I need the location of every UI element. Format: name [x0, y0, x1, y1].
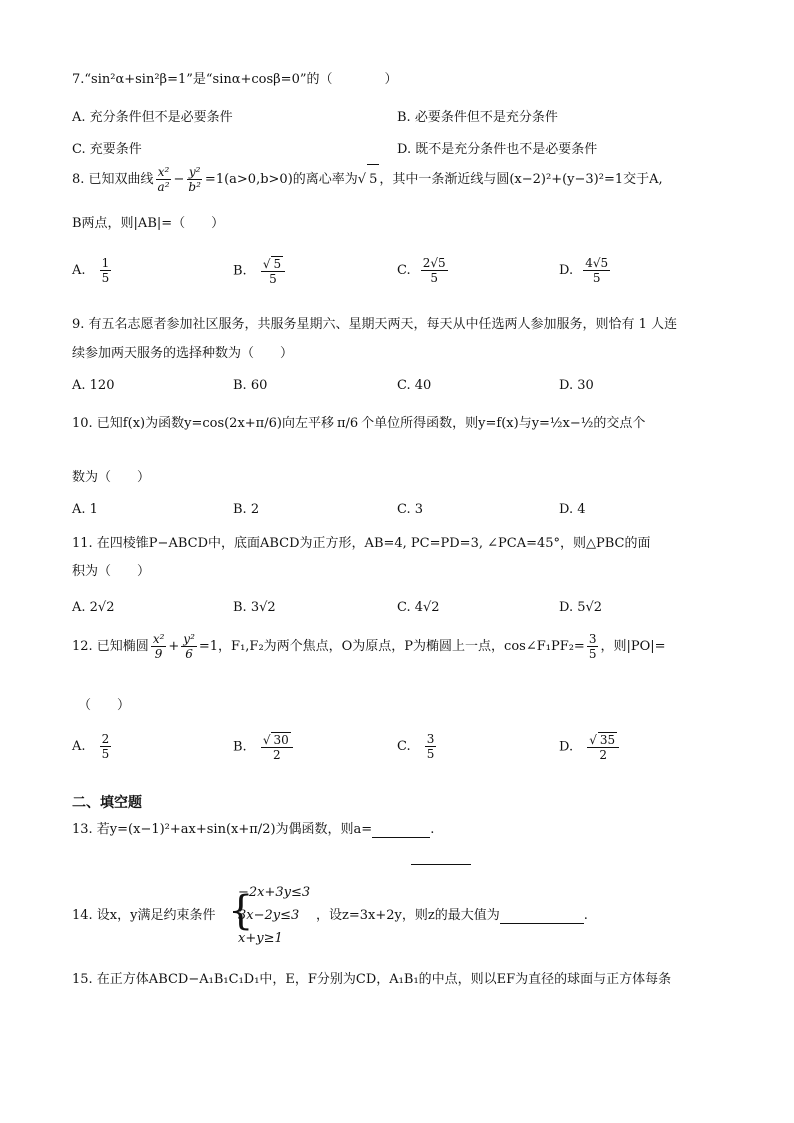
q7-option-b: B. 必要条件但不是充分条件 — [397, 110, 558, 125]
q14-answer-blank[interactable] — [500, 923, 584, 924]
q7-option-d: D. 既不是充分条件也不是必要条件 — [397, 142, 598, 157]
q13-underline — [411, 864, 471, 865]
q7-option-a: A. 充分条件但不是必要条件 — [72, 110, 233, 125]
q13-answer-blank[interactable] — [372, 837, 430, 838]
q10-option-c: C. 3 — [397, 502, 424, 517]
q13-sin-arg: (x+π/2) — [225, 822, 276, 837]
q10-line1: 10. 已知f(x)为函数y=cos(2x+π/6)向左平移 π/6 个单位所得函数，则y=f(x)与y=½x−½的交点个 — [72, 416, 646, 431]
q8-hyp-x: $\frac{\text{x²}}{\text{a²}}$ — [157, 165, 170, 194]
q8-stem-c: ，其中一条渐近线与圆(x−2)²+(y−3)²=1交于A, — [379, 172, 663, 187]
q9-option-d: D. 30 — [559, 378, 594, 393]
q8-stem-a: 8. 已知双曲线 — [72, 172, 154, 187]
q10-line2: 数为（ ） — [72, 470, 151, 485]
q8-option-a: A. $\frac{1}{5}$ — [72, 256, 110, 285]
q10-cos-arg: (2x+π/6) — [224, 416, 282, 431]
q12-line1: 12. 已知椭圆 $\frac{\text{x²}}{9}$ + $\frac{\text{y²}}{6}$ =1，F₁,F₂为两个焦点，O为原点，P为椭圆上一点，cos∠F₁PF₂= $\frac{3}{5}$ ，则|PO|= — [72, 632, 666, 661]
q14-constraint-2: 3x−2y≤3 — [238, 908, 300, 923]
q11-line2: 积为（ ） — [72, 564, 151, 579]
q10-shift: π/6 — [336, 416, 359, 431]
q9-option-c: C. 40 — [397, 378, 432, 393]
q10-option-a: A. 1 — [72, 502, 98, 517]
q8-hyp-y: $\frac{\text{y²}}{\text{b²}}$ — [188, 165, 201, 194]
q14-prefix: 14. 设x，y满足约束条件 — [72, 908, 216, 923]
q8-stem-b: =1(a>0,b>0)的离心率为 — [204, 172, 358, 187]
q11-option-a: A. 2√2 — [72, 600, 115, 615]
q9-line1: 9. 有五名志愿者参加社区服务，共服务星期六、星期天两天，每天从中任选两人参加服务，则恰有 1 人连 — [72, 317, 678, 332]
q15-line1: 15. 在正方体ABCD−A₁B₁C₁D₁中，E，F分别为CD，A₁B₁的中点，则以EF为直径的球面与正方体每条 — [72, 972, 672, 987]
q14-suffix: ，设z=3x+2y，则z的最大值为 . — [316, 908, 588, 923]
q10-option-d: D. 4 — [559, 502, 586, 517]
q8-line1: 8. 已知双曲线 $\frac{\text{x²}}{\text{a²}}$ − $\frac{\text{y²}}{\text{b²}}$ =1(a>0,b>0)的离心率为√ 5 ，其中一条渐近线与圆(x−2)²+(y−3)²=1交于A, — [72, 165, 663, 194]
q11-line1: 11. 在四棱锥P−ABCD中，底面ABCD为正方形，AB=4, PC=PD=3, ∠PCA=45°，则△PBC的面 — [72, 536, 651, 551]
q9-line2: 续参加两天服务的选择种数为（ ） — [72, 346, 294, 361]
q13-line: 13. 若y=(x−1)²+ax+sin(x+π/2)为偶函数，则a= . — [72, 822, 435, 837]
q11-option-c: C. 4√2 — [397, 600, 440, 615]
section-title-fill-in: 二、填空题 — [72, 795, 142, 811]
q12-option-c: C. $\frac{3}{5}$ — [397, 732, 435, 761]
q8-ecc: 5 — [367, 164, 379, 195]
q8-line2: B两点，则|AB|=（ ） — [72, 216, 225, 231]
q7-option-c: C. 充要条件 — [72, 142, 142, 157]
q14-constraint-3: x+y≥1 — [238, 931, 283, 946]
q8-option-b: B. $\frac{√ 5}{5}$ — [233, 256, 287, 286]
q8-option-c: C. $\frac{2√5}{5}$ — [397, 256, 446, 285]
q12-option-d: D. $\frac{√ 35}{2}$ — [559, 732, 621, 762]
q9-option-b: B. 60 — [233, 378, 268, 393]
q10-option-b: B. 2 — [233, 502, 260, 517]
q14-brace: { — [228, 888, 254, 934]
q9-option-a: A. 120 — [72, 378, 115, 393]
q7-stem: 7.“sin²α+sin²β=1”是“sinα+cosβ=0”的（ ） — [72, 72, 398, 87]
q12-option-b: B. $\frac{√ 30}{2}$ — [233, 732, 295, 762]
q11-option-b: B. 3√2 — [233, 600, 276, 615]
q11-option-d: D. 5√2 — [559, 600, 603, 615]
q8-option-d: D. $\frac{4√5}{5}$ — [559, 256, 609, 285]
q12-line2: （ ） — [78, 698, 131, 713]
q12-option-a: A. $\frac{2}{5}$ — [72, 732, 110, 761]
q14-constraint-1: −2x+3y≤3 — [238, 885, 311, 900]
